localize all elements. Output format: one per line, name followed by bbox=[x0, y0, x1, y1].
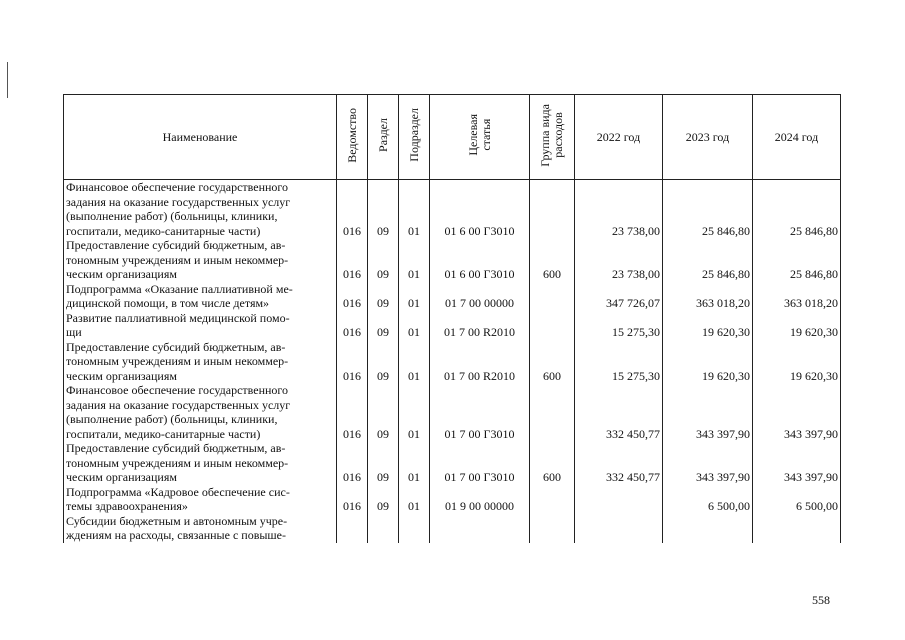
cell-y2022: 347 726,07 bbox=[575, 282, 663, 311]
cell-y2023: 25 846,80 bbox=[663, 238, 753, 282]
cell-group bbox=[530, 311, 575, 340]
cell-y2022: 332 450,77 bbox=[575, 441, 663, 485]
header-subsection: Подраздел bbox=[399, 95, 430, 180]
cell-y2023: 19 620,30 bbox=[663, 311, 753, 340]
cell-section: 09 bbox=[368, 441, 399, 485]
row-name bbox=[64, 180, 337, 239]
cell-y2024: 19 620,30 bbox=[753, 311, 841, 340]
row-name-line: задания на оказание государственных услуг bbox=[66, 397, 291, 412]
cell-group bbox=[530, 383, 575, 441]
cell-section: 09 bbox=[368, 180, 399, 239]
cell-y2023: 363 018,20 bbox=[663, 282, 753, 311]
row-name bbox=[64, 238, 337, 282]
cell-y2024: 25 846,80 bbox=[753, 238, 841, 282]
table-body bbox=[64, 180, 841, 543]
row-name-line: Финансовое обеспечение государственного bbox=[66, 383, 289, 397]
cell-group bbox=[530, 180, 575, 239]
row-name-line: темы здравоохранения» bbox=[66, 499, 188, 513]
cell-group bbox=[530, 485, 575, 514]
row-name-line: ческим организациям bbox=[66, 368, 177, 383]
cell-y2023 bbox=[663, 514, 753, 543]
header-2024: 2024 год bbox=[753, 95, 841, 180]
cell-subsection: 01 bbox=[399, 441, 430, 485]
cell-y2022: 15 275,30 bbox=[575, 311, 663, 340]
table-row bbox=[64, 282, 841, 311]
cell-y2022: 15 275,30 bbox=[575, 340, 663, 384]
cell-target: 01 7 00 R2010 bbox=[430, 311, 530, 340]
cell-group: 600 bbox=[530, 340, 575, 384]
cell-dept bbox=[337, 514, 368, 543]
row-name bbox=[64, 485, 337, 514]
row-name-line: Предоставление субсидий бюджетным, ав- bbox=[66, 339, 286, 354]
row-name-line: тономным учреждениям и иным некоммер- bbox=[66, 354, 289, 368]
cell-section: 09 bbox=[368, 340, 399, 384]
row-name-line: задания на оказание государственных услуг bbox=[66, 194, 291, 209]
table-row bbox=[64, 383, 841, 441]
cell-y2024: 343 397,90 bbox=[753, 383, 841, 441]
cell-subsection: 01 bbox=[399, 383, 430, 441]
cell-target: 01 6 00 Г3010 bbox=[430, 238, 530, 282]
cell-target: 01 7 00 00000 bbox=[430, 282, 530, 311]
table-row bbox=[64, 514, 841, 543]
cell-subsection: 01 bbox=[399, 485, 430, 514]
cell-subsection: 01 bbox=[399, 180, 430, 239]
row-name-line: Предоставление субсидий бюджетным, ав- bbox=[66, 238, 286, 252]
cell-dept: 016 bbox=[337, 282, 368, 311]
row-name-line: (выполнение работ) (больницы, клиники, bbox=[66, 412, 278, 426]
table-row bbox=[64, 340, 841, 384]
header-dept: Ведомство bbox=[337, 95, 368, 180]
cell-y2022 bbox=[575, 485, 663, 514]
cell-target: 01 7 00 R2010 bbox=[430, 340, 530, 384]
row-name bbox=[64, 282, 337, 311]
table-row bbox=[64, 311, 841, 340]
row-name-line: ческим организациям bbox=[66, 267, 177, 281]
cell-y2024: 363 018,20 bbox=[753, 282, 841, 311]
cell-target: 01 7 00 Г3010 bbox=[430, 441, 530, 485]
row-name-line: ческим организациям bbox=[66, 470, 177, 484]
row-name-line: Предоставление субсидий бюджетным, ав- bbox=[66, 441, 286, 455]
cell-dept: 016 bbox=[337, 340, 368, 384]
cell-y2022 bbox=[575, 514, 663, 543]
cell-target: 01 9 00 00000 bbox=[430, 485, 530, 514]
row-name-line: тономным учреждениям и иным некоммер- bbox=[66, 455, 289, 470]
cell-target bbox=[430, 514, 530, 543]
header-target: Целевая статья bbox=[430, 95, 530, 180]
cell-y2023: 343 397,90 bbox=[663, 441, 753, 485]
row-name-line: (выполнение работ) (больницы, клиники, bbox=[66, 209, 278, 223]
row-name bbox=[64, 441, 337, 485]
row-name-line: госпитали, медико-санитарные части) bbox=[66, 223, 261, 238]
cell-y2022: 23 738,00 bbox=[575, 238, 663, 282]
cell-subsection: 01 bbox=[399, 282, 430, 311]
row-name-line: тономным учреждениям и иным некоммер- bbox=[66, 252, 289, 267]
cell-dept: 016 bbox=[337, 485, 368, 514]
cell-y2024 bbox=[753, 514, 841, 543]
row-name-line: Финансовое обеспечение государственного bbox=[66, 180, 289, 194]
header-section: Раздел bbox=[368, 95, 399, 180]
cell-dept: 016 bbox=[337, 441, 368, 485]
header-2022: 2022 год bbox=[575, 95, 663, 180]
cell-subsection: 01 bbox=[399, 311, 430, 340]
cell-y2023: 19 620,30 bbox=[663, 340, 753, 384]
cell-section: 09 bbox=[368, 311, 399, 340]
table-header-row bbox=[64, 95, 841, 180]
cell-section: 09 bbox=[368, 383, 399, 441]
cell-y2024: 19 620,30 bbox=[753, 340, 841, 384]
cell-section: 09 bbox=[368, 485, 399, 514]
cell-dept: 016 bbox=[337, 311, 368, 340]
cell-group bbox=[530, 282, 575, 311]
row-name-line: дицинской помощи, в том числе детям» bbox=[66, 296, 270, 310]
row-name bbox=[64, 383, 337, 441]
budget-table bbox=[63, 94, 841, 543]
scan-margin-mark bbox=[7, 62, 8, 98]
cell-section bbox=[368, 514, 399, 543]
cell-subsection bbox=[399, 514, 430, 543]
header-2023: 2023 год bbox=[663, 95, 753, 180]
cell-section: 09 bbox=[368, 282, 399, 311]
table-row bbox=[64, 238, 841, 282]
table-row bbox=[64, 485, 841, 514]
cell-y2024: 343 397,90 bbox=[753, 441, 841, 485]
cell-target: 01 7 00 Г3010 bbox=[430, 383, 530, 441]
cell-y2024: 6 500,00 bbox=[753, 485, 841, 514]
cell-group: 600 bbox=[530, 441, 575, 485]
row-name bbox=[64, 311, 337, 340]
cell-target: 01 6 00 Г3010 bbox=[430, 180, 530, 239]
cell-y2024: 25 846,80 bbox=[753, 180, 841, 239]
table-row bbox=[64, 441, 841, 485]
cell-y2023: 25 846,80 bbox=[663, 180, 753, 239]
header-name: Наименование bbox=[64, 95, 337, 180]
cell-section: 09 bbox=[368, 238, 399, 282]
row-name-line: Развитие паллиативной медицинской помо- bbox=[66, 310, 290, 325]
cell-subsection: 01 bbox=[399, 340, 430, 384]
cell-y2023: 343 397,90 bbox=[663, 383, 753, 441]
row-name bbox=[64, 340, 337, 384]
cell-group: 600 bbox=[530, 238, 575, 282]
cell-subsection: 01 bbox=[399, 238, 430, 282]
cell-y2023: 6 500,00 bbox=[663, 485, 753, 514]
cell-dept: 016 bbox=[337, 180, 368, 239]
cell-dept: 016 bbox=[337, 383, 368, 441]
cell-y2022: 332 450,77 bbox=[575, 383, 663, 441]
row-name-line: Подпрограмма «Оказание паллиативной ме- bbox=[66, 281, 293, 296]
row-name-line: госпитали, медико-санитарные части) bbox=[66, 426, 261, 441]
cell-y2022: 23 738,00 bbox=[575, 180, 663, 239]
cell-group bbox=[530, 514, 575, 543]
page-number: 558 bbox=[812, 593, 830, 607]
table-row bbox=[64, 180, 841, 239]
header-group: Группа вида расходов bbox=[530, 95, 575, 180]
row-name-line: Подпрограмма «Кадровое обеспечение сис- bbox=[66, 484, 290, 499]
row-name bbox=[64, 514, 337, 543]
row-name-line: щи bbox=[66, 325, 82, 339]
cell-dept: 016 bbox=[337, 238, 368, 282]
row-name-line: ждениям на расходы, связанные с повыше- bbox=[66, 528, 286, 542]
row-name-line: Субсидии бюджетным и автономным учре- bbox=[66, 513, 288, 528]
